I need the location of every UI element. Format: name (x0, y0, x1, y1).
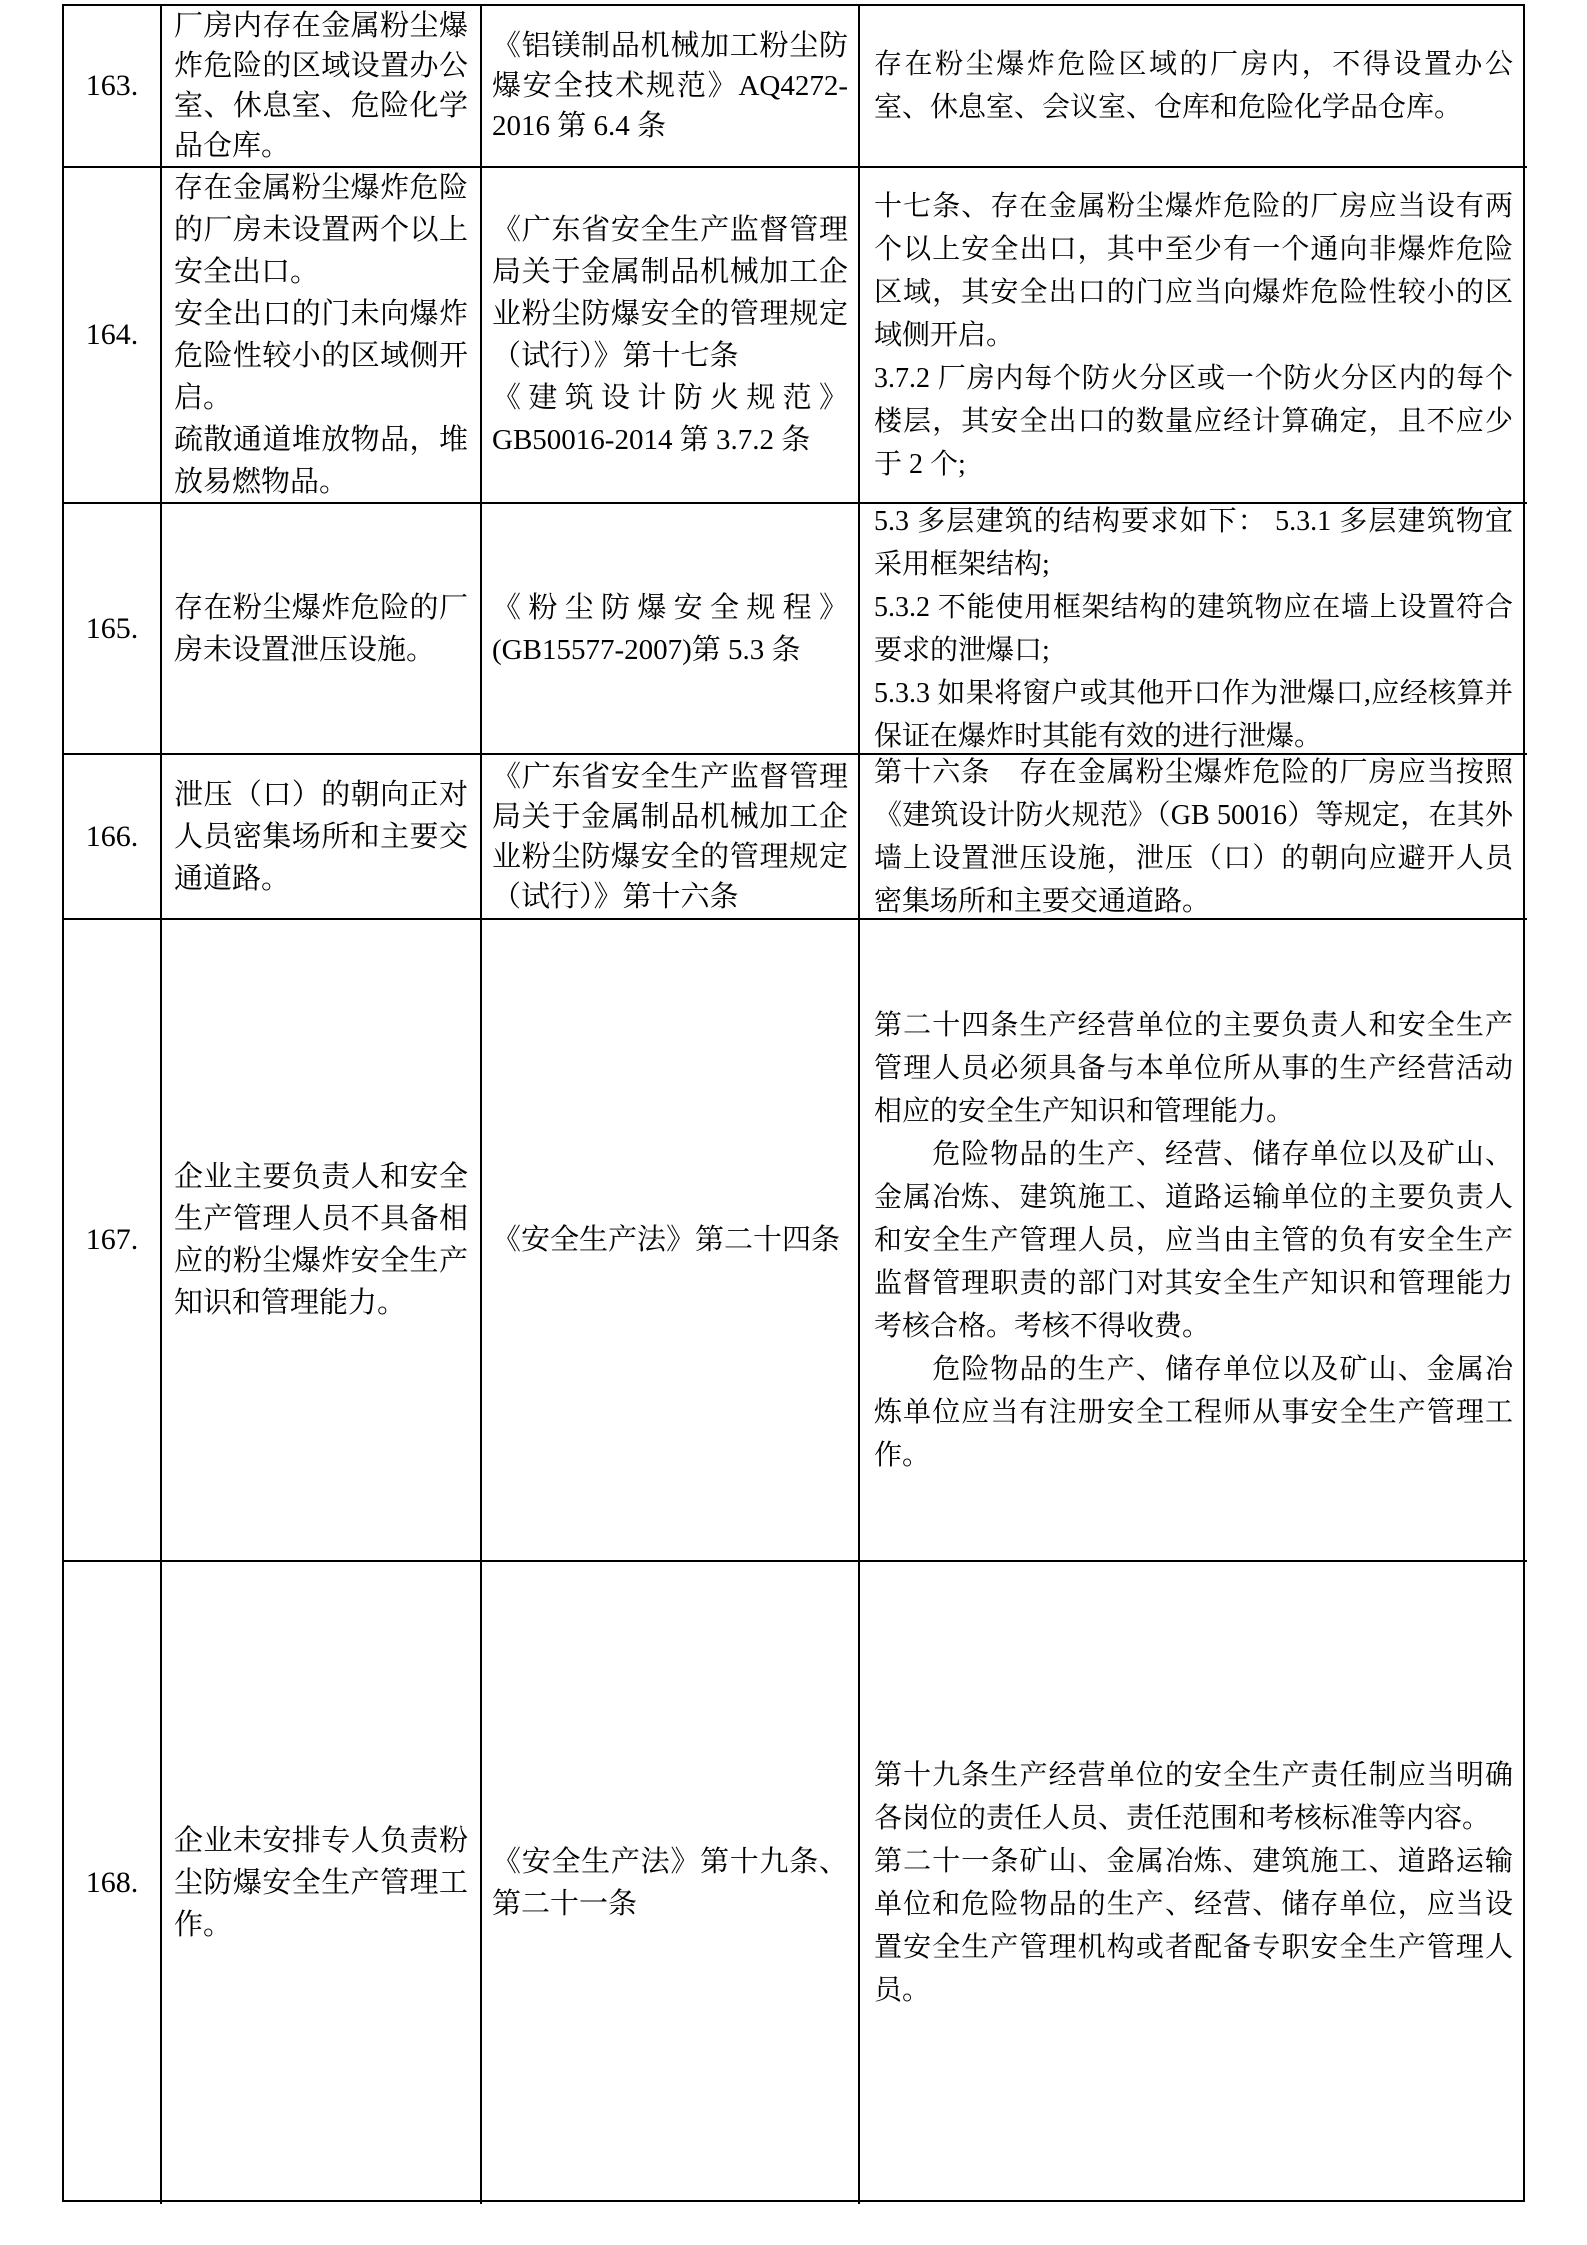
basis-text: 《安全生产法》第二十四条 (492, 1224, 841, 1256)
provision-text: 第十九条生产经营单位的安全生产责任制应当明确各岗位的责任人员、责任范围和考核标准等内容。 (874, 1760, 1513, 1834)
basis-text: 《安全生产法》第十九条、第二十一条 (492, 1846, 848, 1920)
row-number-cell (64, 6, 162, 168)
basis-text: 《广东省安全生产监督管理局关于金属制品机械加工企业粉尘防爆安全的管理规定（试行）》第十六条 (492, 760, 848, 913)
provision-text: 十七条、存在金属粉尘爆炸危险的厂房应当设有两个以上安全出口，其中至少有一个通向非爆炸危险区域，其安全出口的门应当向爆炸危险性较小的区域侧开启。 (874, 190, 1513, 351)
problem-text: 企业主要负责人和安全生产管理人员不具备相应的粉尘爆炸安全生产知识和管理能力。 (174, 1161, 468, 1319)
provision-cell (860, 920, 1527, 1562)
provision-cell (860, 504, 1527, 755)
row-number-cell (64, 168, 162, 504)
basis-text: 《粉尘防爆安全规程》(GB15577-2007)第 5.3 条 (492, 591, 848, 666)
basis-cell (482, 504, 860, 755)
basis-text: 《铝镁制品机械加工粉尘防爆安全技术规范》AQ4272-2016 第 6.4 条 (492, 30, 848, 142)
row-number: 163. (85, 69, 139, 102)
provision-text: 5.3.2 不能使用框架结构的建筑物应在墙上设置符合要求的泄爆口; (874, 591, 1513, 666)
provision-cell (860, 6, 1527, 168)
provision-text: 危险物品的生产、储存单位以及矿山、金属冶炼单位应当有注册安全工程师从事安全生产管理工作。 (874, 1353, 1513, 1471)
basis-cell (482, 6, 860, 168)
provision-cell (860, 1562, 1527, 2204)
provision-text: 5.3 多层建筑的结构要求如下： 5.3.1 多层建筑物宜采用框架结构; (874, 505, 1513, 580)
provision-cell (860, 755, 1527, 920)
problem-cell (162, 755, 482, 920)
basis-cell (482, 920, 860, 1562)
row-number-cell (64, 755, 162, 920)
problem-cell (162, 920, 482, 1562)
provision-text: 第二十一条矿山、金属冶炼、建筑施工、道路运输单位和危险物品的生产、经营、储存单位，应当设置安全生产管理机构或者配备专职安全生产管理人员。 (874, 1846, 1513, 2006)
basis-text: 《广东省安全生产监督管理局关于金属制品机械加工企业粉尘防爆安全的管理规定（试行）》第十七条 (492, 214, 848, 372)
problem-text: 存在金属粉尘爆炸危险的厂房未设置两个以上安全出口。 (174, 172, 468, 288)
row-number-cell (64, 504, 162, 755)
row-number: 168. (85, 1866, 139, 1899)
provision-text: 5.3.3 如果将窗户或其他开口作为泄爆口,应经核算并保证在爆炸时其能有效的进行泄爆。 (874, 677, 1513, 752)
row-number-cell (64, 920, 162, 1562)
provision-text: 第十六条 存在金属粉尘爆炸危险的厂房应当按照《建筑设计防火规范》（GB 50016）等规定，在其外墙上设置泄压设施，泄压（口）的朝向应避开人员密集场所和主要交通道路。 (874, 756, 1513, 917)
provision-text: 第二十四条生产经营单位的主要负责人和安全生产管理人员必须具备与本单位所从事的生产经营活动相应的安全生产知识和管理能力。 (874, 1009, 1513, 1127)
row-number-cell (64, 1562, 162, 2204)
problem-text: 存在粉尘爆炸危险的厂房未设置泄压设施。 (174, 591, 468, 666)
provision-text: 存在粉尘爆炸危险区域的厂房内，不得设置办公室、休息室、会议室、仓库和危险化学品仓库。 (874, 49, 1513, 123)
provision-cell (860, 168, 1527, 504)
problem-text: 安全出口的门未向爆炸危险性较小的区域侧开启。 (174, 298, 468, 414)
basis-cell (482, 1562, 860, 2204)
provision-text: 危险物品的生产、经营、储存单位以及矿山、金属冶炼、建筑施工、道路运输单位的主要负责人和安全生产管理人员，应当由主管的负有安全生产监督管理职责的部门对其安全生产知识和管理能力考核合格。考核不得收费。 (874, 1138, 1513, 1342)
basis-cell (482, 168, 860, 504)
problem-text: 厂房内存在金属粉尘爆炸危险的区域设置办公室、休息室、危险化学品仓库。 (174, 10, 468, 162)
problem-cell (162, 504, 482, 755)
regulation-table (62, 4, 1525, 2202)
problem-cell (162, 6, 482, 168)
row-number: 164. (85, 318, 139, 351)
basis-cell (482, 755, 860, 920)
problem-cell (162, 1562, 482, 2204)
problem-text: 疏散通道堆放物品，堆放易燃物品。 (174, 424, 468, 498)
problem-text: 企业未安排专人负责粉尘防爆安全生产管理工作。 (174, 1825, 468, 1941)
row-number: 167. (85, 1223, 139, 1256)
problem-text: 泄压（口）的朝向正对人员密集场所和主要交通道路。 (174, 778, 468, 895)
provision-text: 3.7.2 厂房内每个防火分区或一个防火分区内的每个楼层，其安全出口的数量应经计算确定，且不应少于 2 个; (874, 362, 1513, 480)
problem-cell (162, 168, 482, 504)
basis-text: 《建筑设计防火规范》GB50016-2014 第 3.7.2 条 (492, 382, 848, 456)
row-number: 166. (85, 819, 139, 853)
row-number: 165. (85, 611, 139, 645)
